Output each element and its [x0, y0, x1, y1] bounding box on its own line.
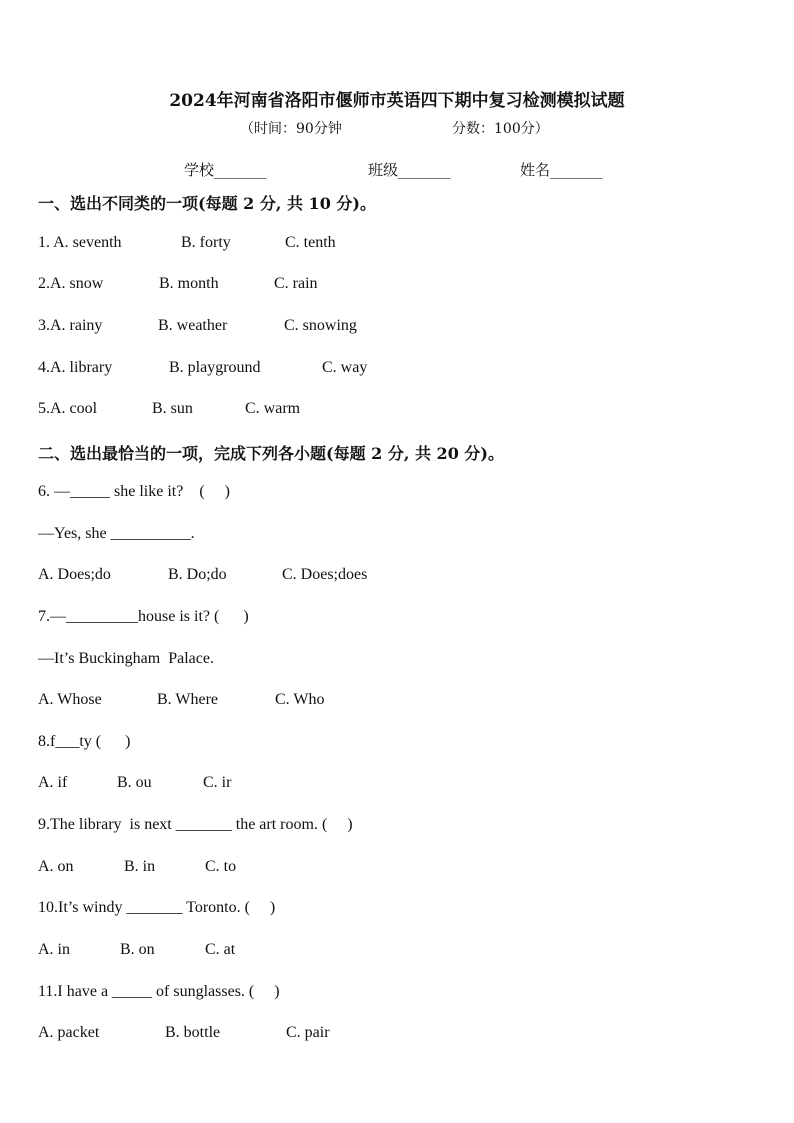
option-b: B. forty [181, 234, 231, 251]
question-stem: 7.—_________house is it? ( ) [38, 608, 249, 625]
option-b: B. ou [117, 774, 152, 791]
question-stem: 11.I have a _____ of sunglasses. ( ) [38, 983, 280, 1000]
question-stem: 2.A. snow [38, 275, 104, 292]
option-b: B. in [124, 858, 156, 875]
section-2-heading: 二、选出最恰当的一项，完成下列各小题(每题 2 分, 共 20 分)。 [38, 444, 504, 463]
page-title: 2024年河南省洛阳市偃师市英语四下期中复习检测模拟试题 [169, 91, 625, 111]
option-c: C. Does;does [282, 566, 368, 583]
option-a: A. packet [38, 1024, 100, 1041]
question-stem: 4.A. library [38, 359, 113, 376]
option-b: B. month [159, 275, 219, 292]
section-1-heading: 一、选出不同类的一项(每题 2 分, 共 10 分)。 [38, 194, 376, 213]
question-stem: 10.It’s windy _______ Toronto. ( ) [38, 899, 276, 916]
option-c: C. way [322, 359, 368, 376]
option-c: C. pair [286, 1024, 330, 1041]
option-a: A. in [38, 941, 70, 958]
question-stem: 5.A. cool [38, 400, 98, 417]
option-b: B. weather [158, 317, 228, 334]
question-reply: —Yes, she __________. [38, 525, 195, 542]
option-b: B. Where [157, 691, 219, 708]
question-stem: 9.The library is next _______ the art room. ( ) [38, 816, 353, 833]
school-field[interactable]: 学校_______ [184, 161, 267, 179]
option-b: B. on [120, 941, 155, 958]
option-a: A. Whose [38, 691, 102, 708]
exam-time: （时间：90分钟 [240, 121, 342, 137]
question-stem: 1. A. seventh [38, 234, 122, 251]
option-c: C. warm [245, 400, 301, 417]
option-b: B. sun [152, 400, 193, 417]
class-field[interactable]: 班级_______ [368, 161, 451, 179]
option-a: A. Does;do [38, 566, 111, 583]
option-a: A. if [38, 774, 68, 791]
option-a: A. on [38, 858, 74, 875]
option-b: B. playground [169, 359, 261, 376]
option-c: C. to [205, 858, 237, 875]
option-c: C. rain [274, 275, 318, 292]
question-stem: 6. —_____ she like it? ( ) [38, 483, 230, 500]
option-c: C. Who [275, 691, 325, 708]
option-c: C. tenth [285, 234, 336, 251]
option-c: C. ir [203, 774, 232, 791]
option-b: B. bottle [165, 1024, 221, 1041]
question-stem: 3.A. rainy [38, 317, 103, 334]
question-stem: 8.f___ty ( ) [38, 733, 131, 750]
option-c: C. at [205, 941, 236, 958]
exam-score: 分数：100分） [452, 121, 549, 137]
name-field[interactable]: 姓名_______ [520, 161, 603, 179]
question-reply: —It’s Buckingham Palace. [38, 650, 214, 667]
option-c: C. snowing [284, 317, 357, 334]
option-b: B. Do;do [168, 566, 227, 583]
